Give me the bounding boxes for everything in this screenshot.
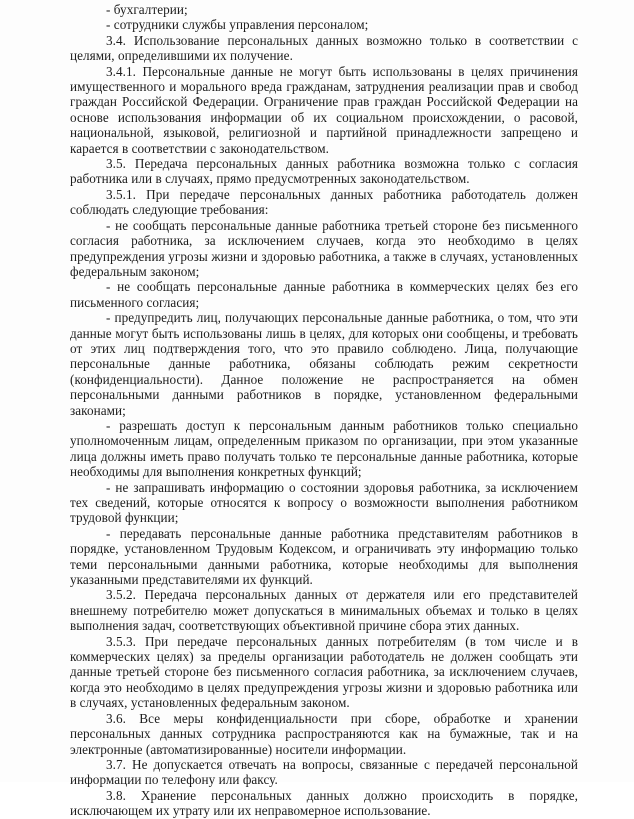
- requirement-item: - не запрашивать информацию о состоянии здоровья работника, за исключением тех сведений, которые относятся к вопросу о возможности выполнения работником трудовой функции;: [70, 479, 578, 526]
- list-item-accounting: - бухгалтерии;: [106, 2, 188, 17]
- requirement-item: - не сообщать персональные данные работника третьей стороне без письменного согласия работника, за исключением случаев, когда это необходимо в целях предупреждения угрозы жизни и здоровью работника, а также в случаях, установленных федеральным законом;: [70, 217, 578, 279]
- requirement-item: - не сообщать персональные данные работника в коммерческих целях без его письменного согласия;: [70, 279, 578, 310]
- paragraph-3-7: 3.7. Не допускается отвечать на вопросы, связанные с передачей персональной информации по телефону или факсу.: [70, 756, 578, 788]
- paragraph-3-5-1: 3.5.1. При передаче персональных данных работника работодатель должен соблюдать следующие требования:: [70, 186, 578, 218]
- list-item-hr-staff: - сотрудники службы управления персоналом;: [106, 17, 369, 33]
- paragraph-3-8: 3.8. Хранение персональных данных должно происходить в порядке, исключающем их утрату или их неправомерное использование.: [70, 787, 578, 819]
- requirement-item: - передавать персональные данные работника представителям работников в порядке, установленном Трудовым Кодексом, и ограничивать эту информацию только теми персональными данными работника, которые необходимы для выполнения указанными представителями их функций.: [70, 525, 578, 588]
- paragraph-3-5-2: 3.5.2. Передача персональных данных от держателя или его представителей внешнему потребителю может допускаться в минимальных объемах и только в целях выполнения задач, соответствующих объективной причине сбора этих данных.: [70, 587, 578, 634]
- requirement-item: - предупредить лиц, получающих персональные данные работника, о том, что эти данные могут быть использованы лишь в целях, для которых они сообщены, и требовать от этих лиц подтверждения того, что это правило соблюдено. Лица, получающие персональные данные работника, обязаны соблюдать режим секретности (конфиденциальности). Данное положение не распространяется на обмен персональными данными работников в порядке, установленном федеральными законами;: [70, 310, 578, 418]
- paragraph-3-4-1: 3.4.1. Персональные данные не могут быть использованы в целях причинения имущественного и морального вреда гражданам, затруднения реализации прав и свобод граждан Российской Федерации. Ограничение прав граждан Российской Федерации на основе использования информации об их социальном происхождении, о расовой, национальной, языковой, религиозной и партийной принадлежности запрещено и карается в соответствии с законодательством.: [70, 63, 578, 156]
- paragraph-3-5: 3.5. Передача персональных данных работника возможна только с согласия работника или в случаях, прямо предусмотренных законодательством.: [70, 156, 578, 187]
- paragraph-3-4: 3.4. Использование персональных данных возможно только в соответствии с целями, определившими их получение.: [70, 32, 578, 64]
- document-body: [70, 2, 578, 819]
- requirement-item: - разрешать доступ к персональным данным работников только специально уполномоченным лицам, определенным приказом по организации, при этом указанные лица должны иметь право получать только те персональные данные работника, которые необходимы для выполнения конкретных функций;: [70, 417, 578, 480]
- paragraph-3-5-3: 3.5.3. При передаче персональных данных потребителям (в том числе и в коммерческих целях) за пределы организации работодатель не должен сообщать эти данные третьей стороне без письменного согласия работника, за исключением случаев, когда это необходимо в целях предупреждения угрозы жизни и здоровью работника или в случаях, установленных федеральным законом.: [70, 633, 578, 711]
- paragraph-3-6: 3.6. Все меры конфиденциальности при сборе, обработке и хранении персональных данных сотрудника распространяются как на бумажные, так и на электронные (автоматизированные) носители информации.: [70, 710, 578, 757]
